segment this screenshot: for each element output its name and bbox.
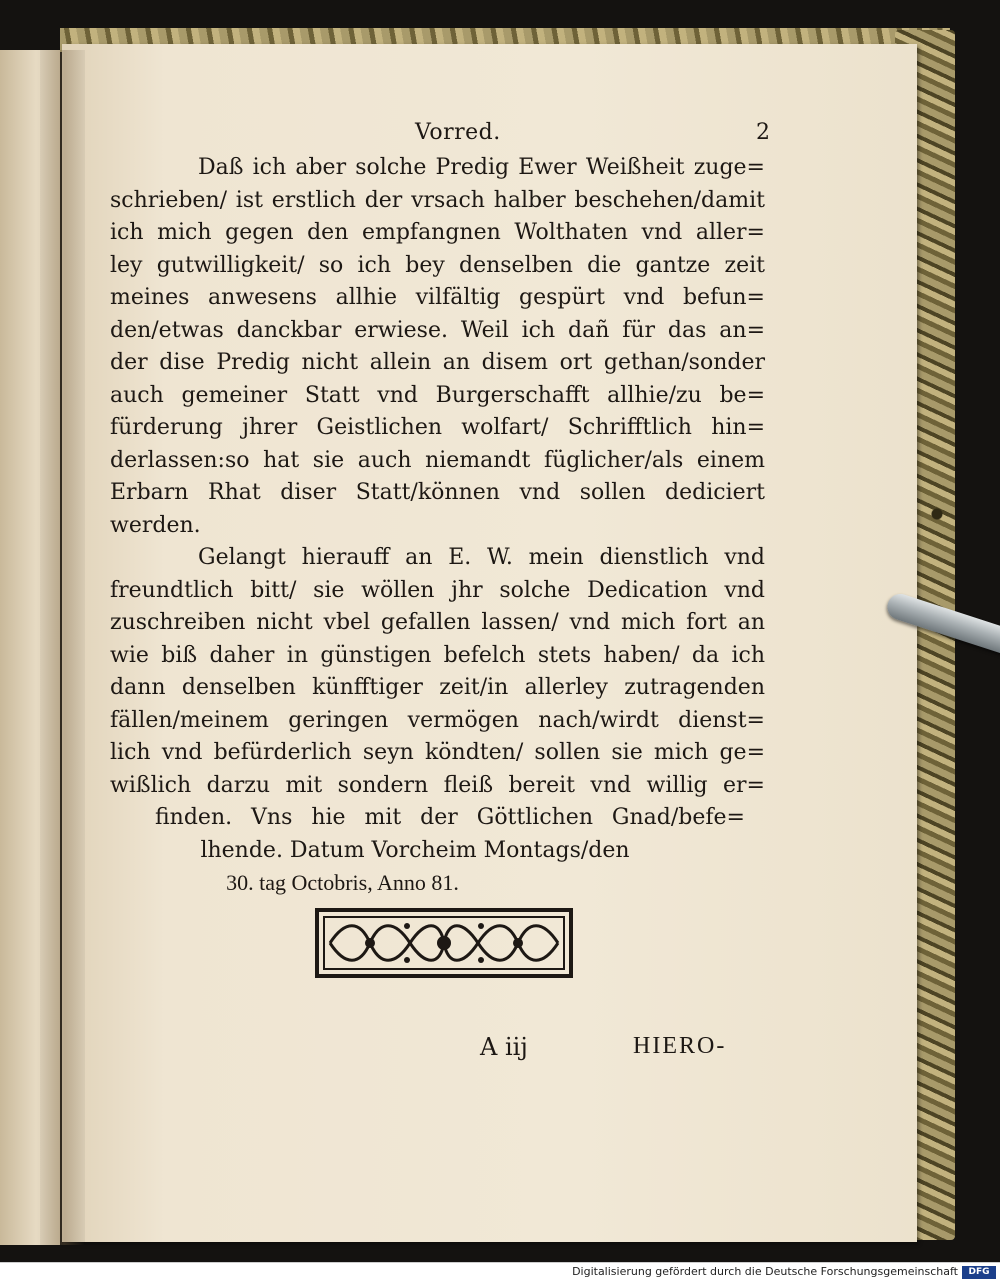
text-line: der dise Predig nicht allein an disem ort gethan/sonder <box>110 350 765 375</box>
text-line: fällen/meinem geringen vermögen nach/wirdt dienst= <box>110 707 765 733</box>
text-line: Gelangt hierauff an E. W. mein dienstlich vnd <box>198 545 765 570</box>
text-line: freundtlich bitt/ sie wöllen jhr solche Dedication vnd <box>110 577 765 603</box>
text-line: den/etwas danckbar erwiese. Weil ich dañ für das an= <box>110 317 765 343</box>
text-line: finden. Vns hie mit der Göttlichen Gnad/befe= <box>155 805 745 830</box>
page-gutter-shadow <box>40 50 85 1245</box>
page-text <box>110 120 770 900</box>
text-line: wißlich darzu mit sondern fleiß bereit vnd willig er= <box>110 772 765 798</box>
text-line: zuschreiben nicht vbel gefallen lassen/ vnd mich fort an <box>110 610 765 635</box>
running-head: Vorred. <box>415 120 501 145</box>
text-line: lhende. Datum Vorcheim Montags/den <box>200 837 630 863</box>
footer-bar <box>0 1262 1000 1282</box>
text-line: ley gutwilligkeit/ so ich bey denselben die gantze zeit <box>110 252 765 278</box>
page-number: 2 <box>756 120 770 145</box>
text-line: Erbarn Rhat diser Statt/können vnd sollen dediciert <box>110 480 765 505</box>
catchword: HIERO- <box>633 1033 727 1059</box>
text-line: werden. <box>110 512 201 538</box>
text-line: schrieben/ ist erstlich der vrsach halber beschehen/damit <box>110 187 765 213</box>
text-line: Daß ich aber solche Predig Ewer Weißheit zuge= <box>198 155 765 180</box>
text-line: ich mich gegen den empfangnen Wolthaten vnd aller= <box>110 220 765 245</box>
text-line: auch gemeiner Statt vnd Burgerschafft allhie/zu be= <box>110 382 765 408</box>
printers-ornament <box>315 908 573 978</box>
dfg-logo: DFG <box>962 1266 996 1279</box>
funding-notice: Digitalisierung gefördert durch die Deutsche Forschungsgemeinschaft <box>572 1265 958 1278</box>
page-header <box>110 120 770 152</box>
signature-mark: A iij <box>480 1033 528 1061</box>
date-line: 30. tag Octobris, Anno 81. <box>226 870 459 895</box>
text-line: fürderung jhrer Geistlichen wolfart/ Schrifftlich hin= <box>110 415 765 440</box>
text-line: meines anwesens allhie vilfältig gespürt vnd befun= <box>110 285 765 310</box>
text-line: dann denselben künfftiger zeit/in allerley zutragenden <box>110 675 765 700</box>
text-line: derlassen:so hat sie auch niemandt füglicher/als einem <box>110 447 765 473</box>
text-line: lich vnd befürderlich seyn köndten/ sollen sie mich ge= <box>110 740 765 765</box>
text-line: wie biß daher in günstigen befelch stets haben/ da ich <box>110 642 765 668</box>
